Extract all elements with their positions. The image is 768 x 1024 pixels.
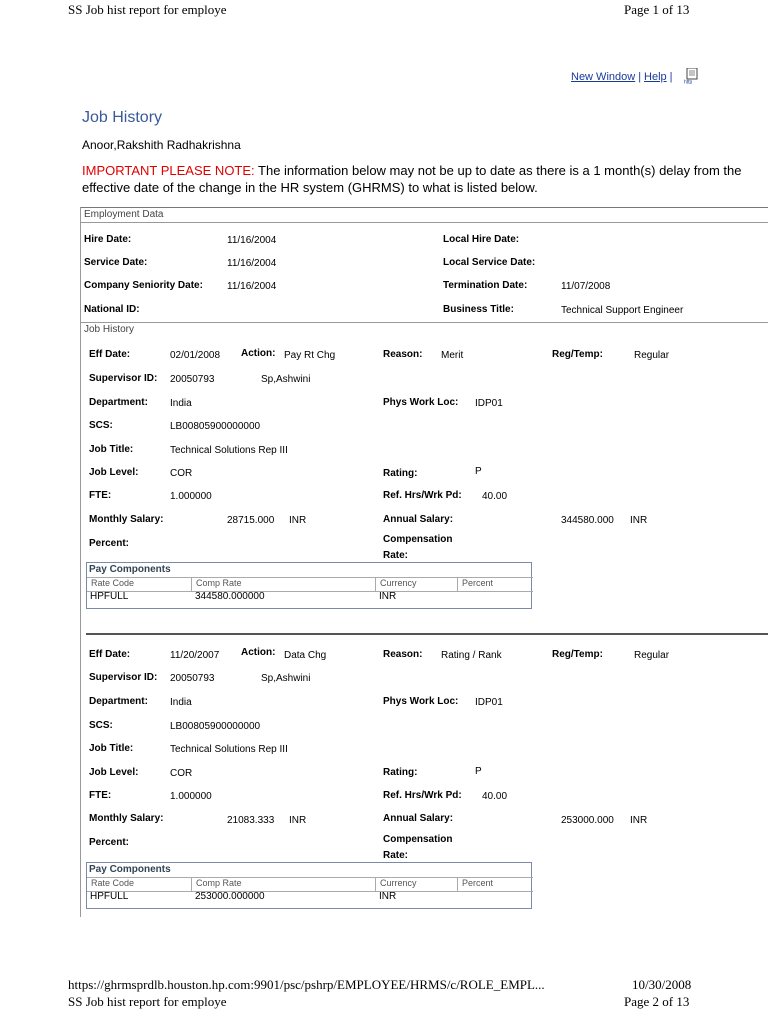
rating-label: Rating:: [383, 468, 418, 479]
important-label: IMPORTANT PLEASE NOTE:: [82, 163, 255, 178]
job-title-label: Job Title:: [89, 444, 134, 455]
termination-date-value: 11/07/2008: [561, 281, 611, 292]
page-title: Job History: [82, 109, 163, 126]
important-notice: [82, 162, 768, 196]
top-links: [571, 71, 676, 83]
fte-label: FTE:: [89, 490, 112, 501]
supervisor-id-value: 20050793: [170, 374, 215, 385]
department-value: India: [170, 697, 192, 708]
rate-label: Rate:: [383, 850, 409, 861]
rate-code-col-header: Rate Code: [87, 577, 195, 592]
link-separator: |: [638, 71, 642, 83]
department-label: Department:: [89, 696, 148, 707]
annual-salary-value: 344580.000: [561, 515, 614, 526]
eff-date-label: Eff Date:: [89, 349, 131, 360]
footer-url: https://ghrmsprdlb.houston.hp.com:9901/psc/pshrp/EMPLOYEE/HRMS/c/ROLE_EMPL...: [68, 977, 545, 992]
comp-rate-cell: 344580.000000: [195, 591, 265, 602]
job-title-value: Technical Solutions Rep III: [170, 445, 288, 456]
seniority-date-label: Company Seniority Date:: [84, 280, 203, 291]
pay-components-header: Pay Components: [89, 864, 171, 875]
help-link[interactable]: Help: [644, 71, 667, 83]
rating-value: P: [475, 466, 482, 477]
monthly-salary-label: Monthly Salary:: [89, 514, 164, 525]
eff-date-label: Eff Date:: [89, 649, 131, 660]
percent-label: Percent:: [89, 837, 130, 848]
rate-code-cell: HPFULL: [90, 891, 129, 902]
monthly-currency-value: INR: [289, 515, 307, 526]
currency-col-header: Currency: [375, 877, 460, 892]
divider: [80, 322, 768, 323]
phys-loc-label: Phys Work Loc:: [383, 696, 459, 707]
supervisor-name-value: Sp,Ashwini: [261, 374, 311, 385]
job-level-label: Job Level:: [89, 467, 139, 478]
rate-code-col-header: Rate Code: [87, 877, 195, 892]
action-label: Action:: [241, 348, 276, 359]
business-title-value: Technical Support Engineer: [561, 305, 684, 316]
monthly-salary-value: 21083.333: [227, 815, 275, 826]
link-separator: |: [669, 71, 673, 83]
job-history-header: Job History: [84, 324, 135, 335]
scs-value: LB00805900000000: [170, 421, 261, 432]
reg-temp-value: Regular: [634, 350, 670, 361]
business-title-label: Business Title:: [443, 304, 514, 315]
termination-date-label: Termination Date:: [443, 280, 528, 291]
phys-loc-value: IDP01: [475, 398, 503, 409]
scs-value: LB00805900000000: [170, 721, 261, 732]
annual-salary-label: Annual Salary:: [383, 813, 454, 824]
percent-col-header: Percent: [457, 577, 533, 592]
currency-cell: INR: [379, 591, 397, 602]
supervisor-id-value: 20050793: [170, 673, 215, 684]
monthly-salary-value: 28715.000: [227, 515, 275, 526]
monthly-salary-label: Monthly Salary:: [89, 813, 164, 824]
new-window-link[interactable]: New Window: [571, 71, 636, 83]
ref-hrs-label: Ref. Hrs/Wrk Pd:: [383, 490, 462, 501]
record-divider: [86, 633, 768, 635]
hire-date-value: 11/16/2004: [227, 235, 277, 246]
job-level-label: Job Level:: [89, 767, 139, 778]
action-value: Data Chg: [284, 650, 327, 661]
reason-value: Merit: [441, 350, 464, 361]
department-value: India: [170, 398, 192, 409]
fte-label: FTE:: [89, 790, 112, 801]
ref-hrs-value: 40.00: [482, 791, 508, 802]
reason-label: Reason:: [383, 349, 423, 360]
annual-salary-label: Annual Salary:: [383, 514, 454, 525]
currency-col-header: Currency: [375, 577, 460, 592]
rate-code-cell: HPFULL: [90, 591, 129, 602]
pay-components-table: [86, 562, 532, 609]
job-title-label: Job Title:: [89, 743, 134, 754]
comp-rate-col-header: Comp Rate: [191, 577, 379, 592]
service-date-value: 11/16/2004: [227, 258, 277, 269]
footer-page-number: Page 2 of 13: [624, 994, 690, 1009]
employee-name: Anoor,Rakshith Radhakrishna: [82, 138, 241, 152]
divider: [80, 207, 81, 917]
eff-date-value: 11/20/2007: [170, 650, 220, 661]
compensation-label: Compensation: [383, 534, 453, 545]
national-id-label: National ID:: [84, 304, 140, 315]
local-hire-date-label: Local Hire Date:: [443, 234, 520, 245]
eff-date-value: 02/01/2008: [170, 350, 221, 361]
supervisor-label: Supervisor ID:: [89, 373, 158, 384]
reg-temp-label: Reg/Temp:: [552, 349, 603, 360]
notice-text: The information below may not be up to date as there is a 1 month(s) delay from the effective date of the change in the HR system (GHRMS) to what is listed below.: [82, 163, 742, 195]
http-icon[interactable]: [684, 68, 700, 84]
job-level-value: COR: [170, 468, 193, 479]
reg-temp-value: Regular: [634, 650, 670, 661]
monthly-currency-value: INR: [289, 815, 307, 826]
rating-label: Rating:: [383, 767, 418, 778]
supervisor-label: Supervisor ID:: [89, 672, 158, 683]
employment-data-header: Employment Data: [84, 209, 164, 220]
action-value: Pay Rt Chg: [284, 350, 336, 361]
reason-value: Rating / Rank: [441, 650, 502, 661]
ref-hrs-value: 40.00: [482, 491, 508, 502]
percent-col-header: Percent: [457, 877, 533, 892]
compensation-label: Compensation: [383, 834, 453, 845]
scs-label: SCS:: [89, 720, 113, 731]
job-title-value: Technical Solutions Rep III: [170, 744, 288, 755]
footer-title: SS Job hist report for employe: [68, 994, 227, 1009]
local-service-date-label: Local Service Date:: [443, 257, 536, 268]
annual-salary-value: 253000.000: [561, 815, 614, 826]
hire-date-label: Hire Date:: [84, 234, 132, 245]
page-header-number: Page 1 of 13: [624, 2, 690, 17]
reason-label: Reason:: [383, 649, 423, 660]
page-header-title: SS Job hist report for employe: [68, 2, 227, 17]
rating-value: P: [475, 766, 482, 777]
pay-components-table: [86, 862, 532, 909]
divider: [80, 222, 768, 223]
pay-components-header: Pay Components: [89, 564, 171, 575]
ref-hrs-label: Ref. Hrs/Wrk Pd:: [383, 790, 462, 801]
svg-text:http: http: [684, 79, 693, 84]
scs-label: SCS:: [89, 420, 113, 431]
footer-date: 10/30/2008: [632, 977, 692, 992]
divider: [80, 207, 768, 208]
rate-label: Rate:: [383, 550, 409, 561]
comp-rate-cell: 253000.000000: [195, 891, 265, 902]
fte-value: 1.000000: [170, 491, 212, 502]
currency-cell: INR: [379, 891, 397, 902]
annual-currency-value: INR: [630, 515, 648, 526]
annual-currency-value: INR: [630, 815, 648, 826]
job-level-value: COR: [170, 768, 193, 779]
comp-rate-col-header: Comp Rate: [191, 877, 379, 892]
action-label: Action:: [241, 647, 276, 658]
phys-loc-label: Phys Work Loc:: [383, 397, 459, 408]
service-date-label: Service Date:: [84, 257, 148, 268]
fte-value: 1.000000: [170, 791, 212, 802]
phys-loc-value: IDP01: [475, 697, 503, 708]
seniority-date-value: 11/16/2004: [227, 281, 277, 292]
department-label: Department:: [89, 397, 148, 408]
percent-label: Percent:: [89, 538, 130, 549]
reg-temp-label: Reg/Temp:: [552, 649, 603, 660]
supervisor-name-value: Sp,Ashwini: [261, 673, 311, 684]
